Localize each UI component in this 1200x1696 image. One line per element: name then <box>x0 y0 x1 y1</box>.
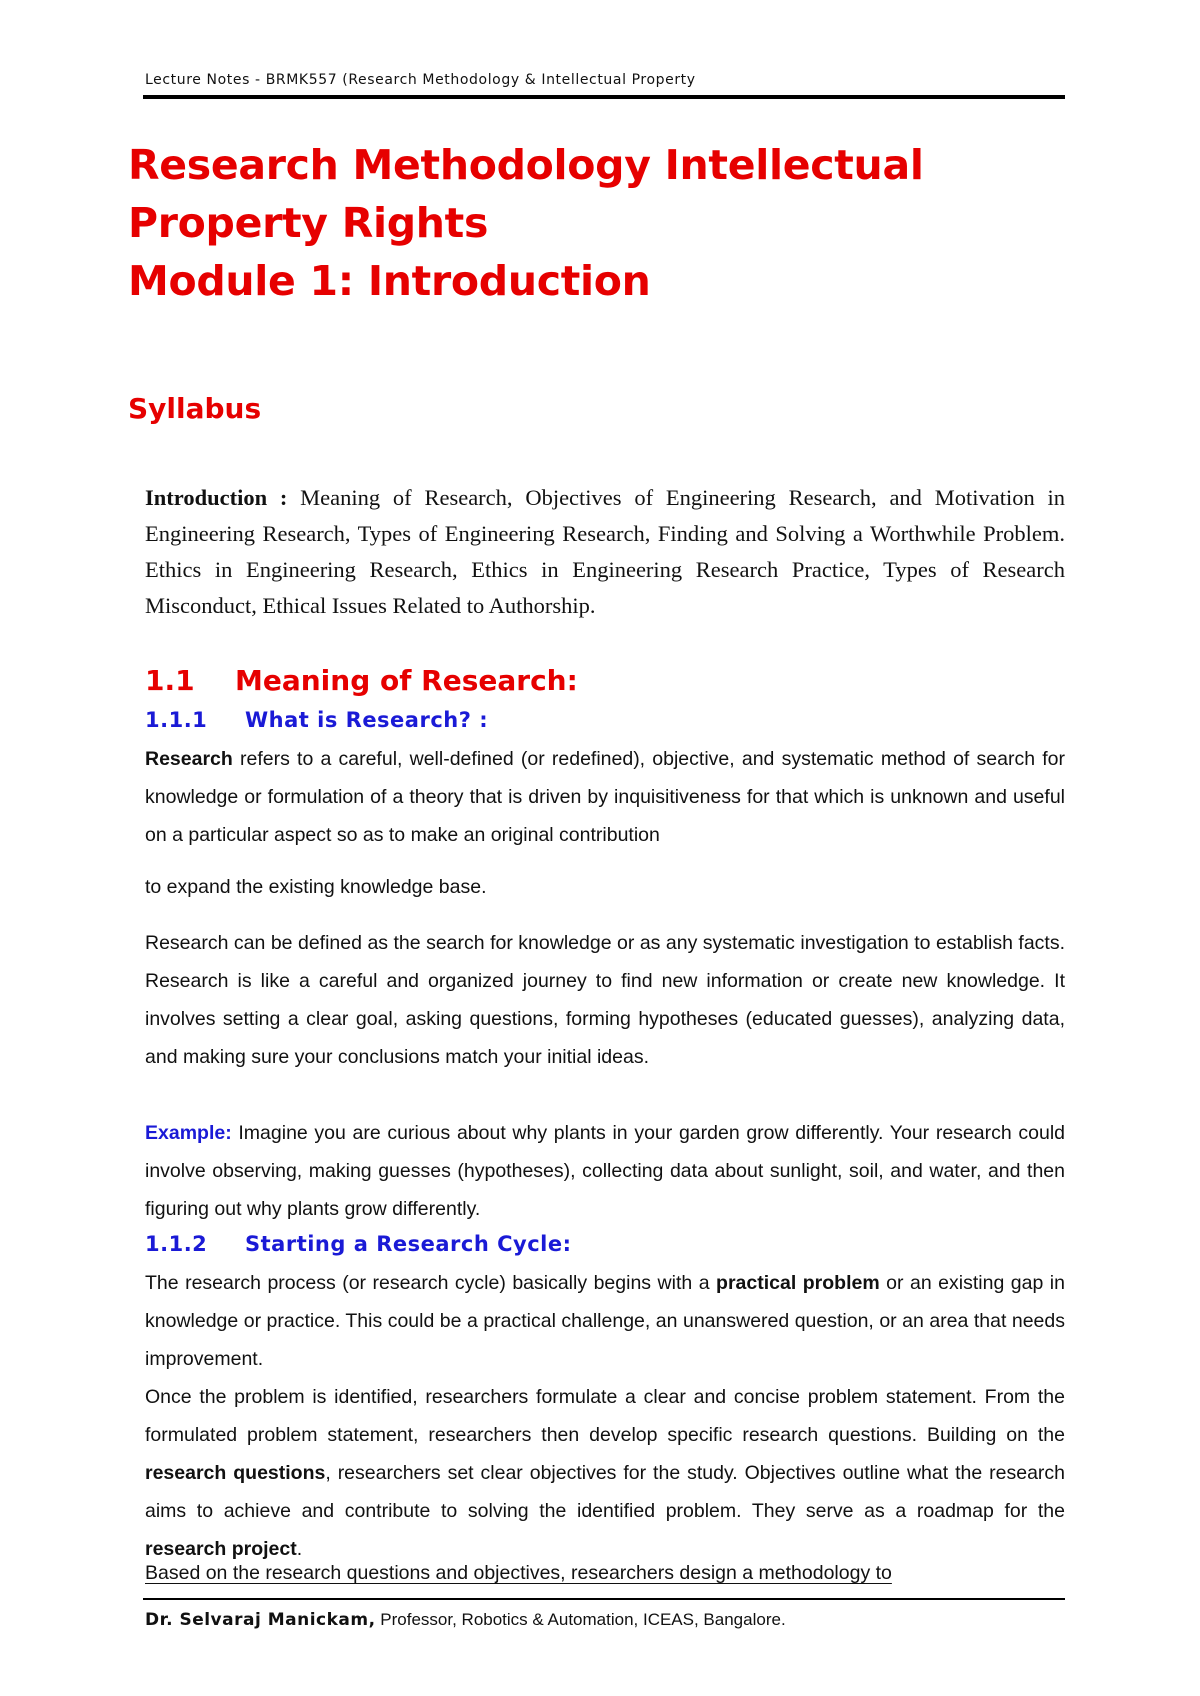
page-footer <box>145 1610 1065 1630</box>
research-definition-paragraph <box>145 740 1065 854</box>
research-cycle-text-1a: The research process (or research cycle) basically begins with a <box>145 1272 717 1294</box>
footer-rule <box>143 1598 1065 1600</box>
title-line-2: Property Rights <box>128 199 489 247</box>
research-term: Research <box>145 748 233 770</box>
title-line-1: Research Methodology Intellectual <box>128 141 924 189</box>
syllabus-text: Meaning of Research, Objectives of Engineering Research, and Motivation in Engineering Research, Types of Engineering Research, Finding and Solving a Worthwhile Problem. Ethics in Engineering Research, Ethics in Engineering Research Practice, Types of Research Misconduct, Ethical Issues Related to Authorship. <box>145 485 1065 618</box>
document-title <box>128 136 1088 310</box>
research-cycle-text-1b: or an existing gap in knowledge or practice. This could be a practical challenge, an unanswered question, or an area that needs improvement. <box>145 1272 1065 1370</box>
section-1-1-2-number: 1.1.2 <box>145 1232 208 1256</box>
section-1-1-heading <box>145 664 578 697</box>
research-cycle-text-2b: , researchers set clear objectives for the study. Objectives outline what the research aims to achieve and contribute to solving the identified problem. They serve as a roadmap for the <box>145 1462 1065 1522</box>
syllabus-paragraph <box>145 480 1065 624</box>
research-cycle-text-2a: Once the problem is identified, researchers formulate a clear and concise problem statement. From the formulated problem statement, researchers then develop specific research questions. Building on the <box>145 1386 1065 1446</box>
research-cycle-text-2c: . <box>296 1538 303 1560</box>
section-1-1-1-heading <box>145 708 488 732</box>
example-label: Example: <box>145 1122 232 1144</box>
research-definition-last-line: to expand the existing knowledge base. <box>145 876 487 898</box>
research-cycle-paragraph-1 <box>145 1264 1065 1378</box>
research-explanation-paragraph: Research can be defined as the search for knowledge or as any systematic investigation to establish facts. Research is like a careful and organized journey to find new information or create new knowledge. It involves setting a clear goal, asking questions, forming hypotheses (educated guesses), analyzing data, and making sure your conclusions match your initial ideas. <box>145 932 1065 1068</box>
research-cycle-paragraph-2 <box>145 1378 1065 1568</box>
section-1-1-2-heading <box>145 1232 571 1256</box>
running-header: Lecture Notes - BRMK557 (Research Methodology & Intellectual Property <box>145 72 696 88</box>
footer-affiliation: Professor, Robotics & Automation, ICEAS, Bangalore. <box>375 1610 786 1629</box>
research-questions-term: research questions <box>145 1462 326 1484</box>
research-project-term: research project <box>145 1538 297 1560</box>
research-definition-text: refers to a careful, well-defined (or redefined), objective, and systematic method of search for knowledge or formulation of a theory that is driven by inquisitiveness for that which is unknown and useful on a particular aspect so as to make an original contribution <box>145 748 1065 846</box>
research-cycle-paragraph-3: Based on the research questions and objectives, researchers design a methodology to <box>145 1562 892 1584</box>
syllabus-label: Introduction : <box>145 485 288 510</box>
example-text: Imagine you are curious about why plants in your garden grow differently. Your research could involve observing, making guesses (hypotheses), collecting data about sunlight, soil, and water, and then figuring out why plants grow differently. <box>145 1122 1065 1220</box>
section-1-1-number: 1.1 <box>145 664 195 697</box>
example-paragraph <box>145 1114 1065 1228</box>
section-1-1-1-title: What is Research? : <box>245 708 489 732</box>
section-1-1-2-title: Starting a Research Cycle: <box>245 1232 572 1256</box>
section-1-1-title: Meaning of Research: <box>235 664 578 697</box>
practical-problem-term: practical problem <box>716 1272 880 1294</box>
footer-author: Dr. Selvaraj Manickam, <box>145 1610 376 1630</box>
header-rule <box>143 95 1065 99</box>
section-1-1-1-number: 1.1.1 <box>145 708 208 732</box>
syllabus-heading: Syllabus <box>128 392 262 425</box>
title-line-3: Module 1: Introduction <box>128 257 651 305</box>
